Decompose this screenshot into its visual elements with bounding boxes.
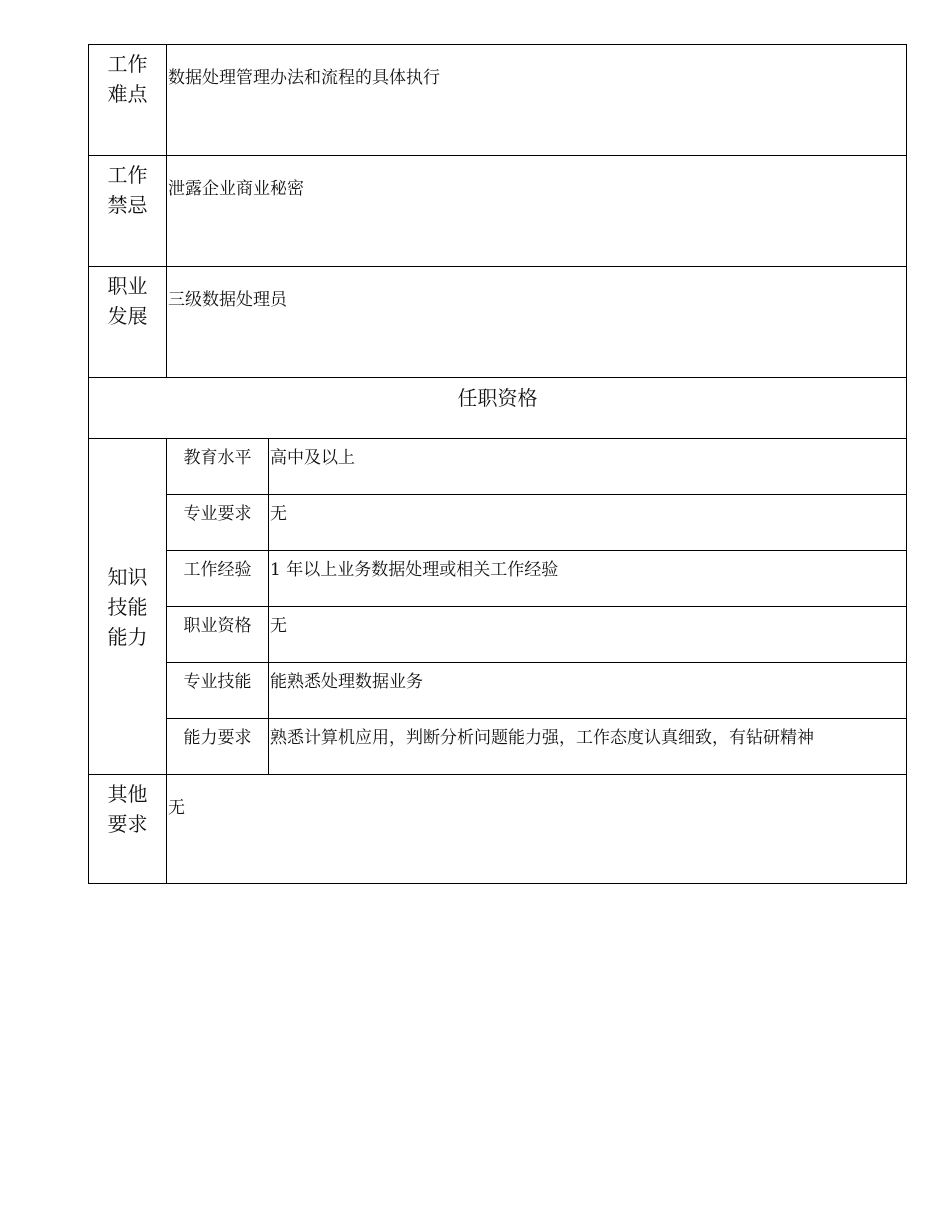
row-value-other-requirements: 无 [167, 775, 907, 884]
qualification-label: 能力要求 [167, 719, 269, 775]
table-row-work-difficulty [89, 45, 907, 156]
qualification-label: 教育水平 [167, 439, 269, 495]
qualification-row [89, 439, 907, 495]
qualification-row [89, 495, 907, 551]
qualification-value: 高中及以上 [269, 439, 907, 495]
qualification-row [89, 719, 907, 775]
row-label-work-difficulty: 工作 难点 [89, 45, 167, 156]
qualification-value: 无 [269, 607, 907, 663]
table-row-other-requirements [89, 775, 907, 884]
qualification-label: 专业要求 [167, 495, 269, 551]
qualification-row [89, 663, 907, 719]
qualification-row [89, 551, 907, 607]
row-value-work-difficulty: 数据处理管理办法和流程的具体执行 [167, 45, 907, 156]
qualification-value: 1 年以上业务数据处理或相关工作经验 [269, 551, 907, 607]
row-label-career-development: 职业 发展 [89, 267, 167, 378]
qualification-row [89, 607, 907, 663]
table-row-work-taboo [89, 156, 907, 267]
qualification-value: 无 [269, 495, 907, 551]
section-header-qualifications: 任职资格 [89, 378, 907, 439]
qualification-value: 能熟悉处理数据业务 [269, 663, 907, 719]
qualification-label: 职业资格 [167, 607, 269, 663]
row-label-other-requirements: 其他 要求 [89, 775, 167, 884]
group-label-knowledge-skills-ability: 知识 技能 能力 [89, 439, 167, 775]
qualification-label: 工作经验 [167, 551, 269, 607]
table-row-career-development [89, 267, 907, 378]
row-value-work-taboo: 泄露企业商业秘密 [167, 156, 907, 267]
section-header-row [89, 378, 907, 439]
qualification-label: 专业技能 [167, 663, 269, 719]
row-label-work-taboo: 工作 禁忌 [89, 156, 167, 267]
job-description-table [88, 44, 907, 884]
row-value-career-development: 三级数据处理员 [167, 267, 907, 378]
qualification-value: 熟悉计算机应用，判断分析问题能力强，工作态度认真细致，有钻研精神 [269, 719, 907, 775]
